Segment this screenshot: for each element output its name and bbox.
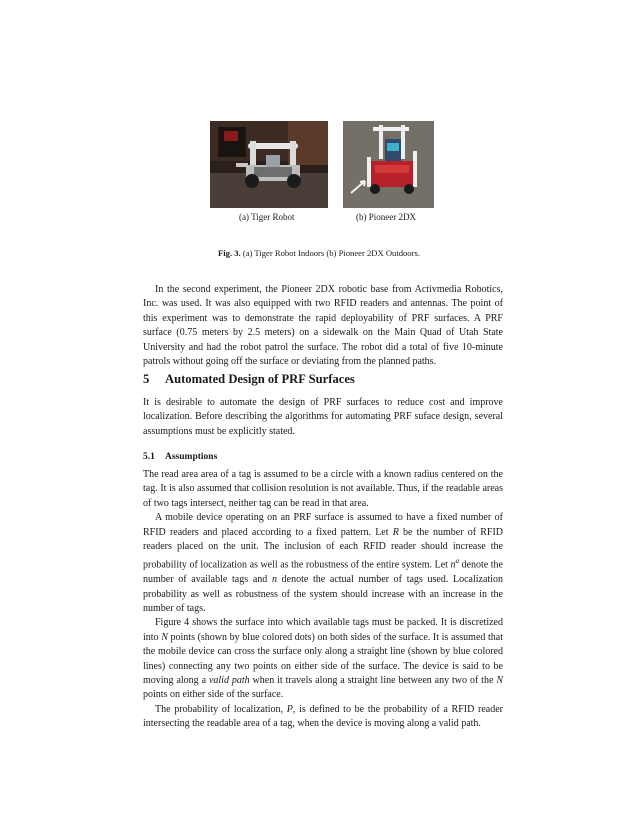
section-paragraph: It is desirable to automate the design of PRF surfaces to reduce cost and improve localization. Before describing the algorithms for automating PRF suface design, several assumptions must be explicitly stated. (143, 397, 503, 437)
tiger-robot-photo (210, 121, 328, 208)
figure-caption-text: (a) Tiger Robot Indoors (b) Pioneer 2DX Outdoors. (240, 248, 420, 258)
assumptions-p1: The read area area of a tag is assumed to be a circle with a known radius centered on the tag. It is also assumed that collision resolution is not available. Thus, if the readable areas of two tags intersect, neither tag can be read in that area. (143, 469, 503, 509)
figure-caption (0, 248, 638, 258)
assumptions-body (143, 468, 503, 732)
experiment-paragraph (143, 283, 503, 369)
section-title: Automated Design of PRF Surfaces (165, 372, 355, 386)
subsection-heading (143, 452, 217, 462)
subsection-title: Assumptions (165, 452, 218, 462)
pioneer-robot-photo (343, 121, 434, 208)
subcaption-b: (b) Pioneer 2DX (356, 212, 416, 222)
section-heading (143, 372, 355, 387)
subsection-number: 5.1 (143, 452, 155, 462)
section-number: 5 (143, 372, 150, 386)
assumptions-p4: The probability of localization, P, is defined to be the probability of a RFID reader intersecting the readable area of a tag, when the device is moving along a valid path. (143, 703, 504, 730)
assumptions-p3: Figure 4 shows the surface into which available tags must be packed. It is discretized into N points (shown by blue colored dots) on both sides of the surface. It is assumed that the mobile device can cross the surface only along a straight line (shown by blue colored lines) connecting any two points on either side of the surface. The device is said to be moving along a valid path when it travels along a straight line between any two of the N points on either side of the surface. (143, 617, 504, 701)
paragraph-text: In the second experiment, the Pioneer 2DX robotic base from Activmedia Robotics, Inc. was used. It was also equipped with two RFID readers and antennas. The point of this experiment was to demonstrate the rapid deployability of PRF surfaces. A PRF surface (0.75 meters by 2.5 meters) on a sidewalk on the Main Quad of Utah State University and had the robot patrol the surface. The robot did a total of five 10-minute patrols without going off the surface or deviating from the planned paths. (143, 284, 503, 368)
figure-caption-label: Fig. 3. (218, 248, 241, 258)
assumptions-p2: A mobile device operating on an PRF surface is assumed to have a fixed number of RFID readers and placed according to a fixed pattern. Let R be the number of RFID readers placed on the unit. The inclusion of each RFID reader should increase the probability of localization as well as the robustness of the entire system. Let $n^a$ denote the number of available tags and n denote the actual number of tags used. Localization probability as well as robustness of the system should increase with an increase in the number of tags. (143, 512, 503, 614)
subcaption-a: (a) Tiger Robot (239, 212, 295, 222)
section-intro (143, 396, 503, 439)
